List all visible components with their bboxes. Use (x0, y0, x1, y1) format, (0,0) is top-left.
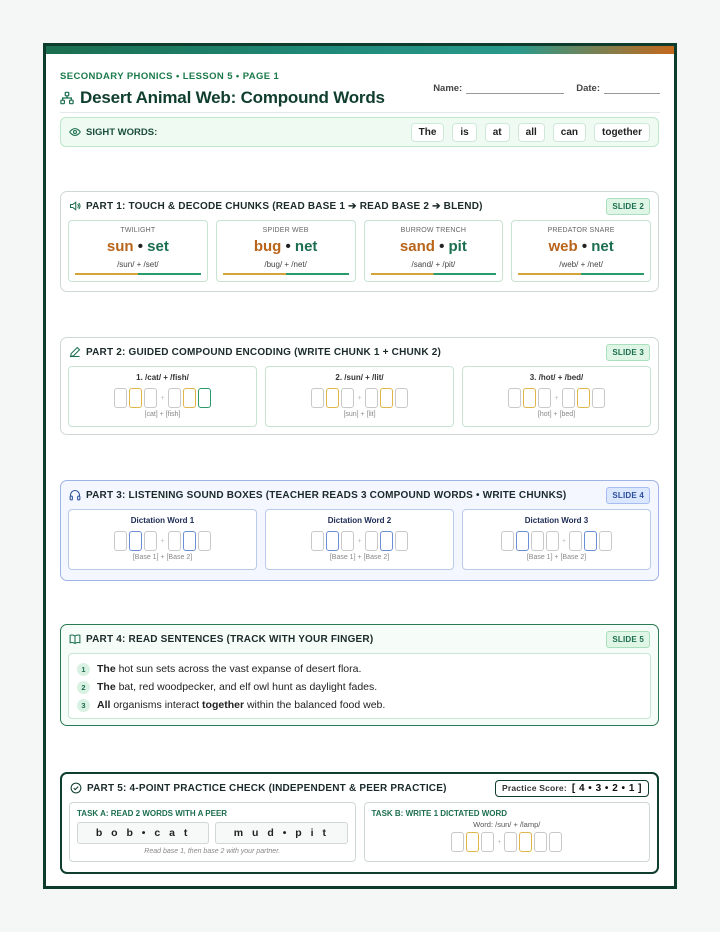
sight-words-bar (60, 117, 659, 147)
slide-badge: SLIDE 2 (606, 198, 650, 215)
chunk-separator: • (137, 238, 143, 255)
sound-boxes (266, 388, 453, 408)
sound-box[interactable] (129, 531, 142, 551)
sound-box[interactable] (531, 531, 544, 551)
sound-box[interactable] (504, 832, 517, 852)
part2-header (61, 338, 658, 366)
sound-box[interactable] (183, 531, 196, 551)
base1: sun (106, 238, 134, 255)
dictation-prompt: Dictation Word 1 (130, 516, 195, 525)
sentence-number: 1 (77, 663, 90, 676)
answer-hint: [cat] + [fish] (144, 411, 181, 418)
sound-box[interactable] (577, 388, 590, 408)
sound-box[interactable] (395, 531, 408, 551)
compound-word (512, 238, 650, 255)
sound-box[interactable] (326, 388, 339, 408)
sound-box[interactable] (501, 531, 514, 551)
part5-header (62, 774, 657, 802)
encoding-cards (61, 366, 658, 427)
sound-box[interactable] (144, 531, 157, 551)
card-caption: BURROW TRENCH (400, 227, 467, 234)
plus-icon: + (561, 537, 567, 545)
card-caption: TWILIGHT (120, 227, 156, 234)
part4-header (61, 625, 658, 653)
sound-box[interactable] (508, 388, 521, 408)
sound-box[interactable] (466, 832, 479, 852)
base1: bug (253, 238, 282, 255)
chunk-hint: [Base 1] + [Base 2] (329, 554, 390, 561)
practice-tasks (62, 802, 657, 862)
decode-card (68, 220, 208, 282)
sentence-lead: The (97, 663, 116, 675)
phonetic-breakdown: /sun/ + /set/ (117, 260, 159, 269)
part3-heading: PART 3: LISTENING SOUND BOXES (TEACHER READS 3 COMPOUND WORDS • WRITE CHUNKS) (86, 489, 567, 501)
task-b-card (364, 802, 651, 862)
sight-word-chip: The (411, 123, 445, 142)
chunk-underline (223, 273, 349, 275)
sentence-rest: bat, red woodpecker, and elf owl hunt as daylight fades. (115, 681, 378, 693)
header-gradient-bar (46, 46, 674, 54)
decode-card (511, 220, 651, 282)
sound-box[interactable] (183, 388, 196, 408)
name-field[interactable] (433, 83, 564, 94)
base2: pit (448, 238, 467, 255)
part2-heading: PART 2: GUIDED COMPOUND ENCODING (WRITE CHUNK 1 + CHUNK 2) (86, 346, 442, 358)
sound-box[interactable] (451, 832, 464, 852)
chunk-underline (371, 273, 497, 275)
sound-box[interactable] (549, 832, 562, 852)
plus-icon: + (160, 394, 165, 402)
sound-box[interactable] (516, 531, 529, 551)
sound-box[interactable] (311, 388, 324, 408)
phonetic-breakdown: /sand/ + /pit/ (411, 260, 456, 269)
sound-boxes (69, 388, 256, 408)
task-a-card (69, 802, 356, 862)
worksheet-page (43, 43, 677, 889)
book-icon (69, 633, 81, 645)
sentence-mid: organisms interact (110, 699, 203, 711)
sound-box[interactable] (599, 531, 612, 551)
sight-words-label (69, 126, 157, 138)
date-field[interactable] (576, 83, 660, 94)
practice-score-box (495, 780, 649, 797)
sound-box[interactable] (365, 388, 378, 408)
sound-box[interactable] (523, 388, 536, 408)
page-title (60, 88, 385, 108)
part3-header (61, 481, 658, 509)
sound-box[interactable] (129, 388, 142, 408)
sentences-box (68, 653, 651, 719)
dictation-card (265, 509, 454, 570)
sight-word-list (411, 123, 650, 142)
sentence-row (77, 660, 642, 678)
encoding-card (265, 366, 454, 427)
sound-box[interactable] (534, 832, 547, 852)
part3-section (60, 480, 659, 581)
peer-word: b o b • c a t (77, 822, 209, 844)
slide-badge: SLIDE 4 (606, 487, 650, 504)
headphones-icon (69, 489, 81, 501)
sentence-number: 3 (77, 699, 90, 712)
encoding-card (68, 366, 257, 427)
sentence-row (77, 678, 642, 696)
sound-box[interactable] (519, 832, 532, 852)
chunk-separator: • (285, 238, 291, 255)
part4-section (60, 624, 659, 726)
task-b-title: TASK B: WRITE 1 DICTATED WORD (371, 809, 508, 818)
sound-box[interactable] (341, 531, 354, 551)
answer-hint: [hot] + [bed] (537, 411, 576, 418)
score-scale: [ 4 • 3 • 2 • 1 ] (571, 782, 642, 794)
base2: set (147, 238, 169, 255)
name-date-fields (433, 83, 660, 94)
plus-icon: + (497, 838, 502, 846)
part1-section (60, 191, 659, 292)
decode-card (216, 220, 356, 282)
chunk-hint: [Base 1] + [Base 2] (132, 554, 193, 561)
slide-badge: SLIDE 5 (606, 631, 650, 648)
decode-cards (61, 220, 658, 282)
sound-box[interactable] (168, 531, 181, 551)
chunk-separator: • (439, 238, 445, 255)
sound-box[interactable] (114, 388, 127, 408)
chunk-underline (75, 273, 201, 275)
answer-hint: [sun] + [lit] (343, 411, 376, 418)
sentence-text (97, 681, 377, 693)
sound-box[interactable] (144, 388, 157, 408)
sentence-row (77, 696, 642, 714)
card-caption: PREDATOR SNARE (547, 227, 615, 234)
chunk-underline (518, 273, 644, 275)
date-label: Date: (576, 83, 600, 94)
title-text: Desert Animal Web: Compound Words (80, 88, 385, 107)
decode-card (364, 220, 504, 282)
part1-header (61, 192, 658, 220)
sound-box[interactable] (198, 388, 211, 408)
compound-word (217, 238, 355, 255)
chunk-separator: • (581, 238, 588, 255)
compound-word (365, 238, 503, 255)
card-caption: SPIDER WEB (262, 227, 309, 234)
speaker-icon (69, 200, 81, 212)
sound-box[interactable] (380, 531, 393, 551)
sight-word-chip: at (485, 123, 510, 142)
sentence-tail: within the balanced food web. (244, 699, 386, 711)
sound-box[interactable] (198, 531, 211, 551)
name-line[interactable] (466, 93, 564, 94)
sound-boxes (463, 388, 650, 408)
sound-box[interactable] (326, 531, 339, 551)
sound-box[interactable] (592, 388, 605, 408)
sight-word-chip: is (452, 123, 476, 142)
compound-word (69, 238, 207, 255)
peer-word: m u d • p i t (215, 822, 347, 844)
plus-icon: + (554, 394, 559, 402)
phonetic-breakdown: /bug/ + /net/ (264, 260, 307, 269)
sound-box[interactable] (311, 531, 324, 551)
peer-word-pair (77, 822, 348, 844)
encoding-prompt: 2. /sun/ + /lit/ (335, 373, 384, 382)
sound-box[interactable] (538, 388, 551, 408)
sight-word-chip: all (518, 123, 545, 142)
phonetic-breakdown: /web/ + /net/ (559, 260, 604, 269)
date-line[interactable] (604, 93, 660, 94)
sound-box[interactable] (168, 388, 181, 408)
sound-box[interactable] (395, 388, 408, 408)
hierarchy-icon (60, 91, 74, 105)
dictated-word-label: Word: /sun/ + /lamp/ (473, 820, 541, 829)
encoding-prompt: 1. /cat/ + /fish/ (136, 373, 189, 382)
dictation-card (68, 509, 257, 570)
sound-box[interactable] (562, 388, 575, 408)
sound-box[interactable] (546, 531, 559, 551)
chunk-hint: [Base 1] + [Base 2] (526, 554, 587, 561)
part1-heading: PART 1: TOUCH & DECODE CHUNKS (READ BASE 1 ➔ READ BASE 2 ➔ BLEND) (86, 200, 483, 212)
plus-icon: + (357, 394, 362, 402)
sound-boxes (69, 531, 256, 551)
sight-word-chip: together (594, 123, 650, 142)
dictation-cards (61, 509, 658, 570)
base1: sand (399, 238, 435, 255)
dictation-card (462, 509, 651, 570)
eye-icon (69, 126, 81, 138)
sentence-text (97, 663, 361, 675)
lesson-kicker: SECONDARY PHONICS • LESSON 5 • PAGE 1 (60, 71, 280, 82)
sound-box[interactable] (365, 531, 378, 551)
base1: web (548, 238, 578, 255)
base2: net (591, 238, 614, 255)
sound-boxes (266, 531, 453, 551)
plus-icon: + (357, 537, 362, 545)
sentence-bold-word: together (202, 699, 245, 711)
part4-heading: PART 4: READ SENTENCES (TRACK WITH YOUR FINGER) (86, 633, 374, 645)
header-divider (60, 112, 660, 113)
dictation-prompt: Dictation Word 2 (327, 516, 392, 525)
part5-heading: PART 5: 4-POINT PRACTICE CHECK (INDEPENDENT & PEER PRACTICE) (87, 782, 447, 794)
sound-box[interactable] (481, 832, 494, 852)
name-label: Name: (433, 83, 463, 94)
slide-badge: SLIDE 3 (606, 344, 650, 361)
sight-word-chip: can (553, 123, 586, 142)
sound-box[interactable] (114, 531, 127, 551)
check-circle-icon (70, 782, 82, 794)
sound-boxes (365, 832, 650, 852)
task-a-title: TASK A: READ 2 WORDS WITH A PEER (77, 809, 228, 818)
sight-words-title: SIGHT WORDS: (86, 126, 158, 138)
encoding-card (462, 366, 651, 427)
score-label: Practice Score: (501, 783, 567, 793)
sentence-text (97, 699, 385, 711)
sound-box[interactable] (380, 388, 393, 408)
plus-icon: + (160, 537, 165, 545)
sound-box[interactable] (584, 531, 597, 551)
base2: net (294, 238, 318, 255)
part5-section (60, 772, 659, 874)
sentence-number: 2 (77, 681, 90, 694)
sound-box[interactable] (341, 388, 354, 408)
pencil-icon (69, 346, 81, 358)
worksheet-header (46, 54, 674, 114)
sentence-rest: hot sun sets across the vast expanse of desert flora. (115, 663, 362, 675)
encoding-prompt: 3. /hot/ + /bed/ (529, 373, 584, 382)
sentence-lead: The (97, 681, 116, 693)
task-a-note: Read base 1, then base 2 with your partner. (144, 848, 281, 855)
sentence-lead: All (97, 699, 111, 711)
sound-boxes (463, 531, 650, 551)
part2-section (60, 337, 659, 435)
dictation-prompt: Dictation Word 3 (524, 516, 589, 525)
sound-box[interactable] (569, 531, 582, 551)
